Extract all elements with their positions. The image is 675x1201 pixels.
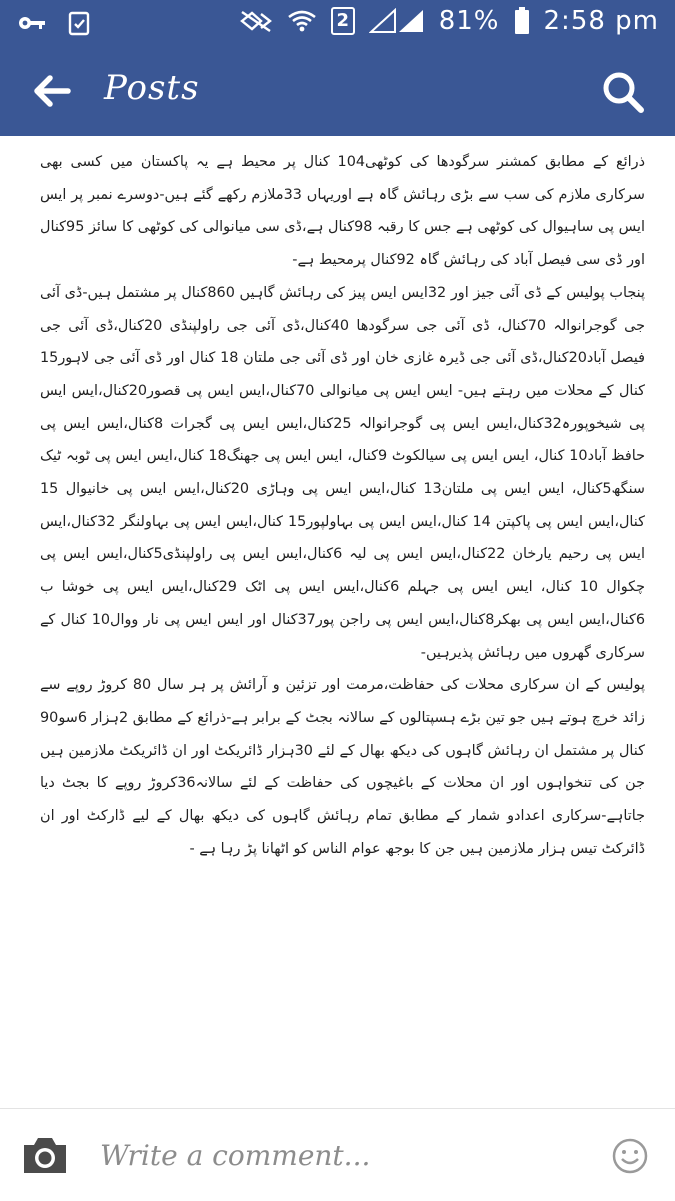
post-paragraph: ذرائع کے مطابق کمشنر سرگودھا کی کوٹھی104 کنال پر محیط ہے یہ پاکستان میں کسی بھی سرکاری ملازم کی سب سے بڑی رہائش گاہ ہے اوریہاں 33ملازم رکھے گئے ہیں-دوسرے نمبر پر ایس ایس پی ساہیوال کی کوٹھی ہے جس کا رقبہ 98کنال ہے،ڈی سی میانوالی کی کوٹھی کا سائز 95کنال اور ڈی سی فیصل آباد کی رہائش گاہ 92کنال پرمحیط ہے- [40,154,645,269]
page-title: Posts [104,68,200,108]
back-button[interactable] [28,68,78,114]
battery-percent: 81% [438,6,500,36]
arrow-left-icon [28,68,78,114]
emoji-button[interactable] [611,1137,649,1175]
comment-bar [0,1108,675,1201]
key-icon [18,13,46,33]
post-paragraph: پولیس کے ان سرکاری محلات کی حفاظت،مرمت اور تزئین و آرائش پر ہر سال 80 کروڑ روپے سے زائد خرچ ہوتے ہیں جو تین بڑے ہسپتالوں کے سالانہ بجٹ کے برابر ہے-ذرائع کے مطابق 2ہزار 6سو90 کنال پر مشتمل ان رہائش گاہوں کی دیکھ بھال کے لئے 30ہزار ڈائریکٹ اور ان ڈائریکٹ ملازمین ہیں جن کی تنخواہوں اور ان محلات کے باغیچوں کی حفاظت کے لئے سالانہ36کروڑ روپے کا بجٹ دیا جاتاہے-سرکاری اعدادو شمار کے مطابق تمام رہائش گاہوں کی دیکھ بھال کے لیے ڈارکٹ اور ان ڈائرکٹ تیس ہزار ملازمین ہیں جن کا بوجھ عوام الناس کو اٹھانا پڑ رہا ہے - [40,677,645,857]
signal-icon [369,8,425,34]
search-button[interactable] [599,68,647,116]
clock: 2:58 pm [543,6,659,36]
battery-icon [514,7,530,35]
sim-badge: 2 [331,7,355,35]
status-bar-right [239,6,659,36]
smiley-icon [611,1137,649,1175]
app-bar [0,46,675,136]
post-body [40,146,645,1114]
wifi-icon [287,9,317,33]
post-paragraph: پنجاب پولیس کے ڈی آئی جیز اور 32ایس ایس پیز کی رہائش گاہیں 860کنال پر مشتمل ہیں-ڈی آئی جی گوجرانوالہ 70کنال، ڈی آئی جی سرگودھا 40کنال،ڈی آئی جی راولپنڈی 20کنال،ڈی آئی جی فیصل آباد20کنال،ڈی آئی جی ڈیرہ غازی خان اور ڈی آئی جی ملتان 18 کنال اور ڈی آئی جی لاہور15 کنال کے محلات میں رہتے ہیں- ایس ایس پی میانوالی 70کنال،ایس ایس پی قصور20کنال،ایس ایس پی شیخوپورہ32کنال،ایس ایس پی گوجرانوالہ 25کنال،ایس ایس پی گجرات 8کنال،ایس ایس پی حافظ آباد10 کنال، ایس ایس پی سیالکوٹ 9کنال، ایس ایس پی جھنگ18 کنال،ایس ایس پی ٹوبہ ٹیک سنگھ5کنال، ایس ایس پی ملتان13 کنال،ایس ایس پی وہاڑی 20کنال،ایس ایس پی خانیوال 15 کنال،ایس ایس پی پاکپتن 14 کنال،ایس ایس پی بہاولپور15 کنال،ایس ایس پی بہاولنگر 32کنال،ایس ایس پی رحیم یارخان 22کنال،ایس ایس پی لیہ 6کنال،ایس ایس پی راولپنڈی5کنال،ایس ایس پی چکوال 10 کنال، ایس ایس پی جہلم 6کنال،ایس ایس پی اٹک 29کنال،ایس ایس پی خوشا ب 6کنال،ایس ایس پی بھکر8کنال،ایس ایس پی راجن پور37کنال اور ایس ایس پی نار ووال10 کنال کے سرکاری گھروں میں رہائش پذیرہیں- [40,284,645,661]
camera-icon [20,1133,70,1177]
status-bar [0,0,675,46]
comment-input[interactable] [100,1135,580,1175]
search-icon [599,68,647,116]
clipboard-icon [68,10,90,36]
status-bar-left [18,10,90,36]
camera-button[interactable] [20,1133,70,1177]
mute-icon [239,9,273,33]
